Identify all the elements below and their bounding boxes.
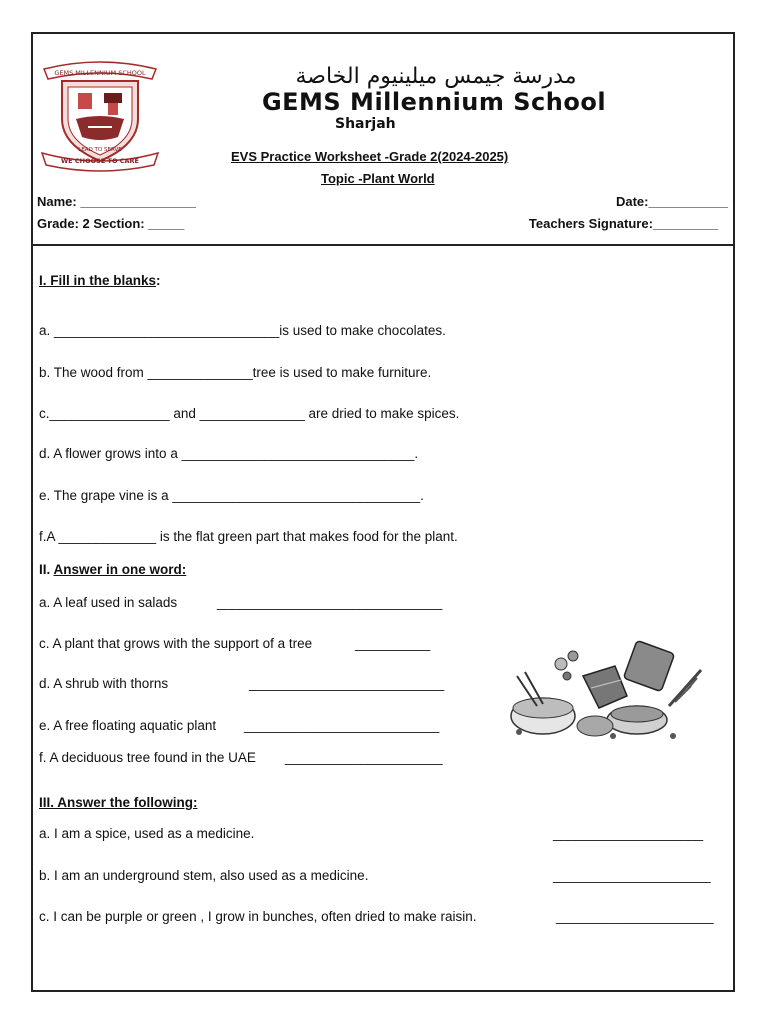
- fill-blank-d: d. A flower grows into a _______________________________.: [39, 446, 419, 461]
- answer-c: c. I can be purple or green , I grow in bunches, often dried to make raisin.: [39, 909, 477, 924]
- one-word-f: f. A deciduous tree found in the UAE: [39, 750, 256, 765]
- school-name: GEMS Millennium School: [261, 88, 607, 116]
- one-word-f-blank: _____________________: [285, 750, 443, 765]
- one-word-a: a. A leaf used in salads: [39, 595, 178, 610]
- worksheet-topic: Topic -Plant World: [321, 171, 435, 186]
- logo-motto: WE CHOOSE TO CARE: [61, 157, 139, 165]
- one-word-d: d. A shrub with thorns: [39, 676, 169, 691]
- section-1-heading: [39, 273, 161, 288]
- fill-blank-a: a. ______________________________is used to make chocolates.: [39, 323, 446, 338]
- section-2-prefix: II.: [39, 562, 54, 577]
- one-word-a-blank: ______________________________: [217, 595, 443, 610]
- grade-section-field: Grade: 2 Section: _____: [37, 216, 185, 231]
- fill-blank-e: e. The grape vine is a _________________________________.: [39, 488, 424, 503]
- logo-lower-text: LEAD TO SERVE: [78, 147, 122, 153]
- fill-blank-f: f.A _____________ is the flat green part that makes food for the plant.: [39, 529, 458, 544]
- school-name-arabic: مدرسة جيمس ميلينيوم الخاصة: [295, 64, 577, 89]
- one-word-c: c. A plant that grows with the support of a tree: [39, 636, 313, 651]
- school-logo: [38, 57, 162, 173]
- logo-top-text: GEMS MILLENNIUM SCHOOL: [54, 69, 146, 77]
- fill-blank-c: c.________________ and ______________ are dried to make spices.: [39, 406, 460, 421]
- answer-a: a. I am a spice, used as a medicine.: [39, 826, 255, 841]
- name-field: Name: ________________: [37, 194, 197, 209]
- answer-b-blank: _____________________: [553, 868, 711, 883]
- section-1-colon: :: [156, 273, 161, 288]
- date-field: Date:___________: [615, 194, 728, 209]
- teacher-signature-field: Teachers Signature:_________: [528, 216, 718, 231]
- answer-c-blank: _____________________: [556, 909, 714, 924]
- worksheet-title: EVS Practice Worksheet -Grade 2(2024-2025): [231, 149, 509, 164]
- section-3-title: III. Answer the following:: [39, 795, 198, 810]
- school-city: Sharjah: [335, 116, 396, 132]
- header-divider: [33, 244, 733, 246]
- one-word-e-blank: __________________________: [244, 718, 440, 733]
- answer-a-blank: ____________________: [553, 826, 704, 841]
- spices-illustration: [503, 636, 705, 748]
- fill-blank-b: b. The wood from ______________tree is used to make furniture.: [39, 365, 432, 380]
- section-1-title: I. Fill in the blanks: [39, 273, 157, 288]
- section-2-heading: [39, 562, 186, 577]
- answer-b: b. I am an underground stem, also used as a medicine.: [39, 868, 369, 883]
- section-2-title: Answer in one word:: [53, 562, 187, 577]
- one-word-c-blank: __________: [355, 636, 431, 651]
- one-word-d-blank: __________________________: [249, 676, 445, 691]
- one-word-e: e. A free floating aquatic plant: [39, 718, 217, 733]
